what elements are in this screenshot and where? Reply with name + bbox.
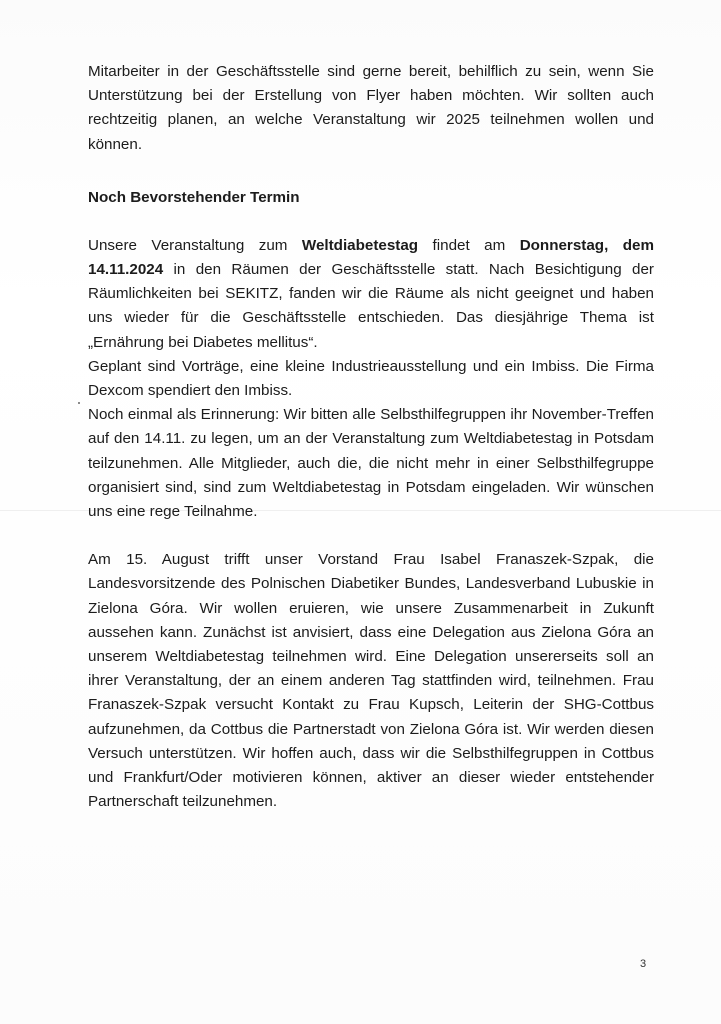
scan-speck <box>78 402 80 404</box>
document-body <box>88 60 654 814</box>
event-text-1: Unsere Veranstaltung zum <box>88 236 302 254</box>
paragraph-flyer-support: Mitarbeiter in der Geschäftsstelle sind gerne bereit, behilflich zu sein, wenn Sie Unterstützung bei der Erstellung von Flyer haben möchten. Wir sollten auch rechtzeitig planen, an welche Veranstaltung wir 2025 teilnehmen wollen und können. <box>88 63 654 153</box>
paragraph-event-reminder: Noch einmal als Erinnerung: Wir bitten alle Selbsthilfegruppen ihr November-Treffen auf den 14.11. zu legen, um an der Veranstaltung zum Weltdiabetestag in Potsdam teilzunehmen. Alle Mitglieder, auch die, die nicht mehr in einer Selbsthilfegruppe organisiert sind, sind zum Weltdiabetestag in Potsdam eingeladen. Wir wünschen uns eine rege Teilnahme. <box>88 406 654 521</box>
event-text-3: in den Räumen der Geschäftsstelle statt. Nach Besichtigung der Räumlichkeiten bei SEKITZ, fanden wir die Räume als nicht geeignet und haben uns wieder für die Geschäftsstelle entschieden. Das diesjährige Thema ist „Ernährung bei Diabetes mellitus“. <box>88 261 654 351</box>
event-name-bold: Weltdiabetestag <box>301 236 419 254</box>
paragraph-partnership: Am 15. August trifft unser Vorstand Frau Isabel Franaszek-Szpak, die Landesvorsitzende des Polnischen Diabetiker Bundes, Landesverband Lubuskie in Zielona Góra. Wir wollen eruieren, wie unsere Zusammenarbeit in Zukunft aussehen kann. Zunächst ist anvisiert, dass eine Delegation aus Zielona Góra an unserem Weltdiabetestag teilnehmen wird. Eine Delegation unsererseits soll an ihrer Veranstaltung, der an einem anderen Tag stattfinden wird, teilnehmen. Frau Franaszek-Szpak versucht Kontakt zu Frau Kupsch, Leiterin der SHG-Cottbus aufzunehmen, da Cottbus die Partnerstadt von Zielona Góra ist. Wir werden diesen Versuch unterstützen. Wir hoffen auch, dass wir die Selbsthilfegruppen in Cottbus und Frankfurt/Oder motivieren können, aktiver an dieser wieder entstehender Partnerschaft teilzunehmen. <box>88 551 654 811</box>
event-date-bold: Donnerstag, dem 14.11.2024 <box>88 236 654 279</box>
event-text-2: findet am <box>418 236 520 254</box>
paragraph-event-announcement <box>88 234 654 355</box>
section-heading: Noch Bevorstehender Termin <box>88 188 300 206</box>
paragraph-event-program: Geplant sind Vorträge, eine kleine Industrieausstellung und ein Imbiss. Die Firma Dexcom spendiert den Imbiss. <box>88 357 654 400</box>
page-number: 3 <box>640 958 647 970</box>
